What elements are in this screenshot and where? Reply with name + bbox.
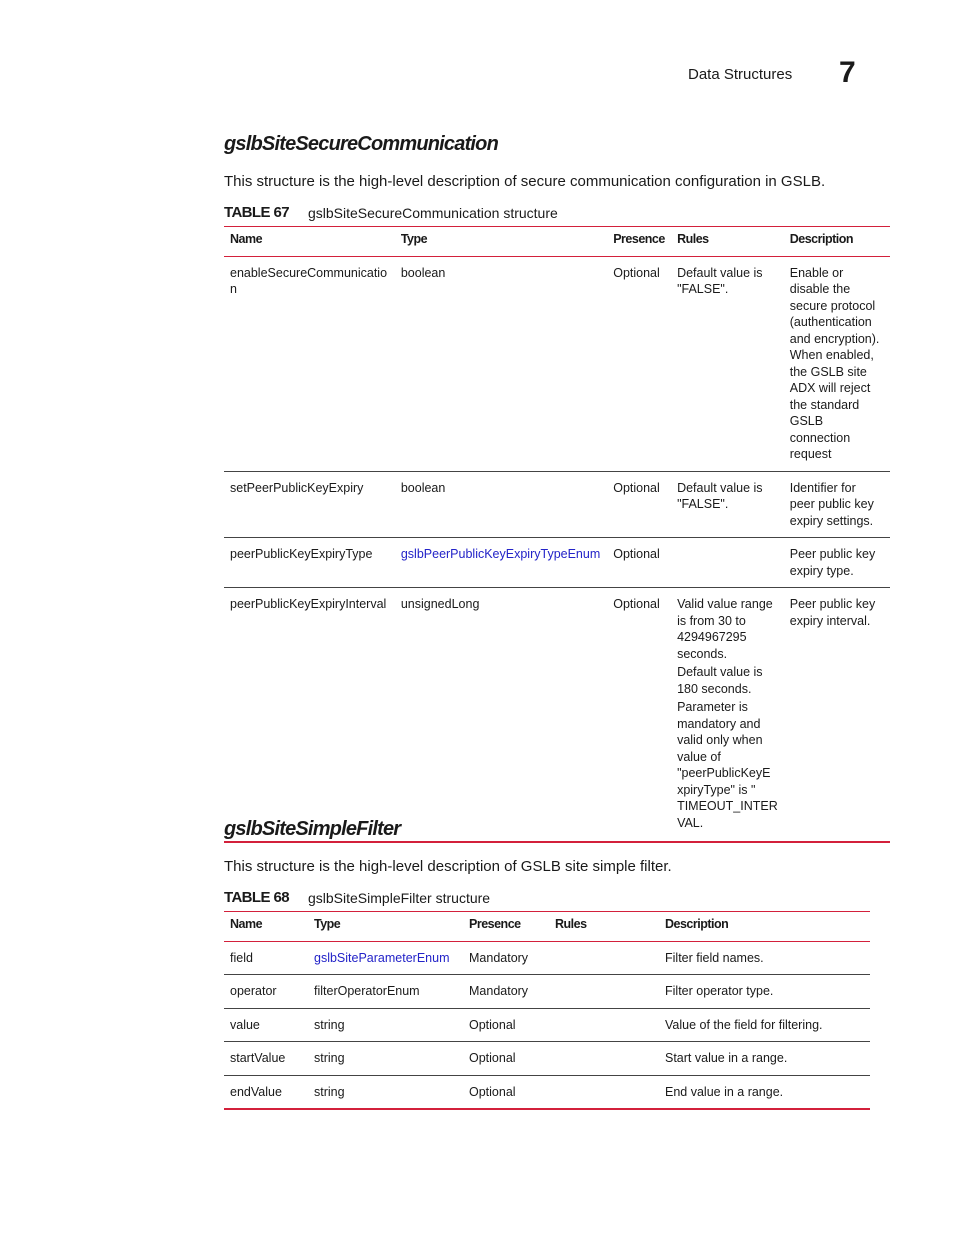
cell-presence: Optional — [607, 538, 671, 588]
column-header-type: Type — [395, 227, 607, 257]
table-caption-67 — [224, 204, 558, 221]
rule-text: Default value is "FALSE". — [677, 480, 763, 511]
column-header-rules: Rules — [549, 912, 659, 942]
cell-presence: Optional — [463, 1042, 549, 1076]
cell-type: boolean — [395, 256, 607, 471]
table-row — [224, 975, 870, 1009]
cell-description: Enable or disable the secure protocol (authentication and encryption). When enabled, the GSLB site ADX will reject the standard GSLB connection request — [784, 256, 890, 471]
table-header-row — [224, 912, 870, 942]
table-caption-label: TABLE 67 — [224, 204, 289, 221]
cell-type: boolean — [395, 471, 607, 538]
cell-description: Start value in a range. — [659, 1042, 870, 1076]
section-title-secure-communication: gslbSiteSecureCommunication — [224, 133, 499, 155]
table-caption-label: TABLE 68 — [224, 889, 289, 906]
cell-name: peerPublicKeyExpiryInterval — [224, 588, 395, 843]
table-row — [224, 1042, 870, 1076]
cell-presence: Optional — [463, 1008, 549, 1042]
table-caption-text: gslbSiteSimpleFilter structure — [308, 890, 491, 906]
table-row — [224, 538, 890, 588]
table-caption-text: gslbSiteSecureCommunication structure — [308, 205, 558, 221]
table-row — [224, 1075, 870, 1109]
section-title-simple-filter: gslbSiteSimpleFilter — [224, 818, 401, 840]
column-header-presence: Presence — [463, 912, 549, 942]
type-link[interactable]: gslbPeerPublicKeyExpiryTypeEnum — [400, 547, 601, 561]
cell-rules — [671, 256, 784, 471]
cell-name: enableSecureCommunicatio n — [224, 256, 395, 471]
section-intro-simple-filter: This structure is the high-level description of GSLB site simple filter. — [224, 858, 672, 875]
cell-name: setPeerPublicKeyExpiry — [224, 471, 395, 538]
column-header-name: Name — [224, 227, 395, 257]
cell-rules — [549, 1075, 659, 1109]
table-row — [224, 256, 890, 471]
chapter-number: 7 — [839, 56, 856, 89]
cell-type: string — [308, 1008, 463, 1042]
type-link[interactable]: gslbSiteParameterEnum — [314, 950, 450, 965]
rule-text: Valid value range is from 30 to 4294967295 seconds. — [677, 597, 773, 661]
cell-description: Filter operator type. — [659, 975, 870, 1009]
table-caption-68 — [224, 889, 491, 906]
cell-type: string — [308, 1075, 463, 1109]
cell-rules — [671, 471, 784, 538]
table-row — [224, 1008, 870, 1042]
cell-presence: Optional — [607, 588, 671, 843]
cell-type — [395, 538, 607, 588]
table-header-row — [224, 227, 890, 257]
cell-rules — [549, 975, 659, 1009]
column-header-name: Name — [224, 912, 308, 942]
table-row — [224, 471, 890, 538]
cell-type: filterOperatorEnum — [308, 975, 463, 1009]
column-header-rules: Rules — [671, 227, 784, 257]
cell-type: string — [308, 1042, 463, 1076]
cell-name: startValue — [224, 1042, 308, 1076]
cell-name: field — [224, 941, 308, 975]
cell-type — [308, 941, 463, 975]
cell-presence: Optional — [607, 471, 671, 538]
cell-rules — [549, 941, 659, 975]
cell-presence: Optional — [463, 1075, 549, 1109]
cell-description: Value of the field for filtering. — [659, 1008, 870, 1042]
cell-description: Filter field names. — [659, 941, 870, 975]
cell-rules — [549, 1008, 659, 1042]
table-row — [224, 588, 890, 843]
cell-type: unsignedLong — [395, 588, 607, 843]
column-header-type: Type — [308, 912, 463, 942]
cell-presence: Optional — [607, 256, 671, 471]
table-row — [224, 941, 870, 975]
column-header-description: Description — [784, 227, 890, 257]
cell-name: value — [224, 1008, 308, 1042]
column-header-presence: Presence — [607, 227, 671, 257]
table-simple-filter — [224, 911, 870, 1110]
cell-description: Peer public key expiry interval. — [784, 588, 890, 843]
cell-rules — [549, 1042, 659, 1076]
running-header-title: Data Structures — [688, 66, 793, 83]
cell-name: peerPublicKeyExpiryType — [224, 538, 395, 588]
cell-presence: Mandatory — [463, 975, 549, 1009]
cell-presence: Mandatory — [463, 941, 549, 975]
table-secure-communication — [224, 226, 890, 843]
rule-text: Parameter is mandatory and valid only when value of "peerPublicKeyE xpiryType" is " TIMEOUT_INTER VAL. — [677, 700, 778, 830]
rule-text: Default value is 180 seconds. — [677, 665, 763, 696]
section-intro-secure-communication: This structure is the high-level description of secure communication configuration in GSLB. — [224, 173, 826, 190]
cell-description: Identifier for peer public key expiry settings. — [784, 471, 890, 538]
cell-description: Peer public key expiry type. — [784, 538, 890, 588]
cell-rules — [671, 538, 784, 588]
cell-rules — [671, 588, 784, 843]
running-header — [640, 56, 880, 92]
column-header-description: Description — [659, 912, 870, 942]
cell-description: End value in a range. — [659, 1075, 870, 1109]
cell-name: operator — [224, 975, 308, 1009]
rule-text: Default value is "FALSE". — [677, 265, 763, 296]
cell-name: endValue — [224, 1075, 308, 1109]
